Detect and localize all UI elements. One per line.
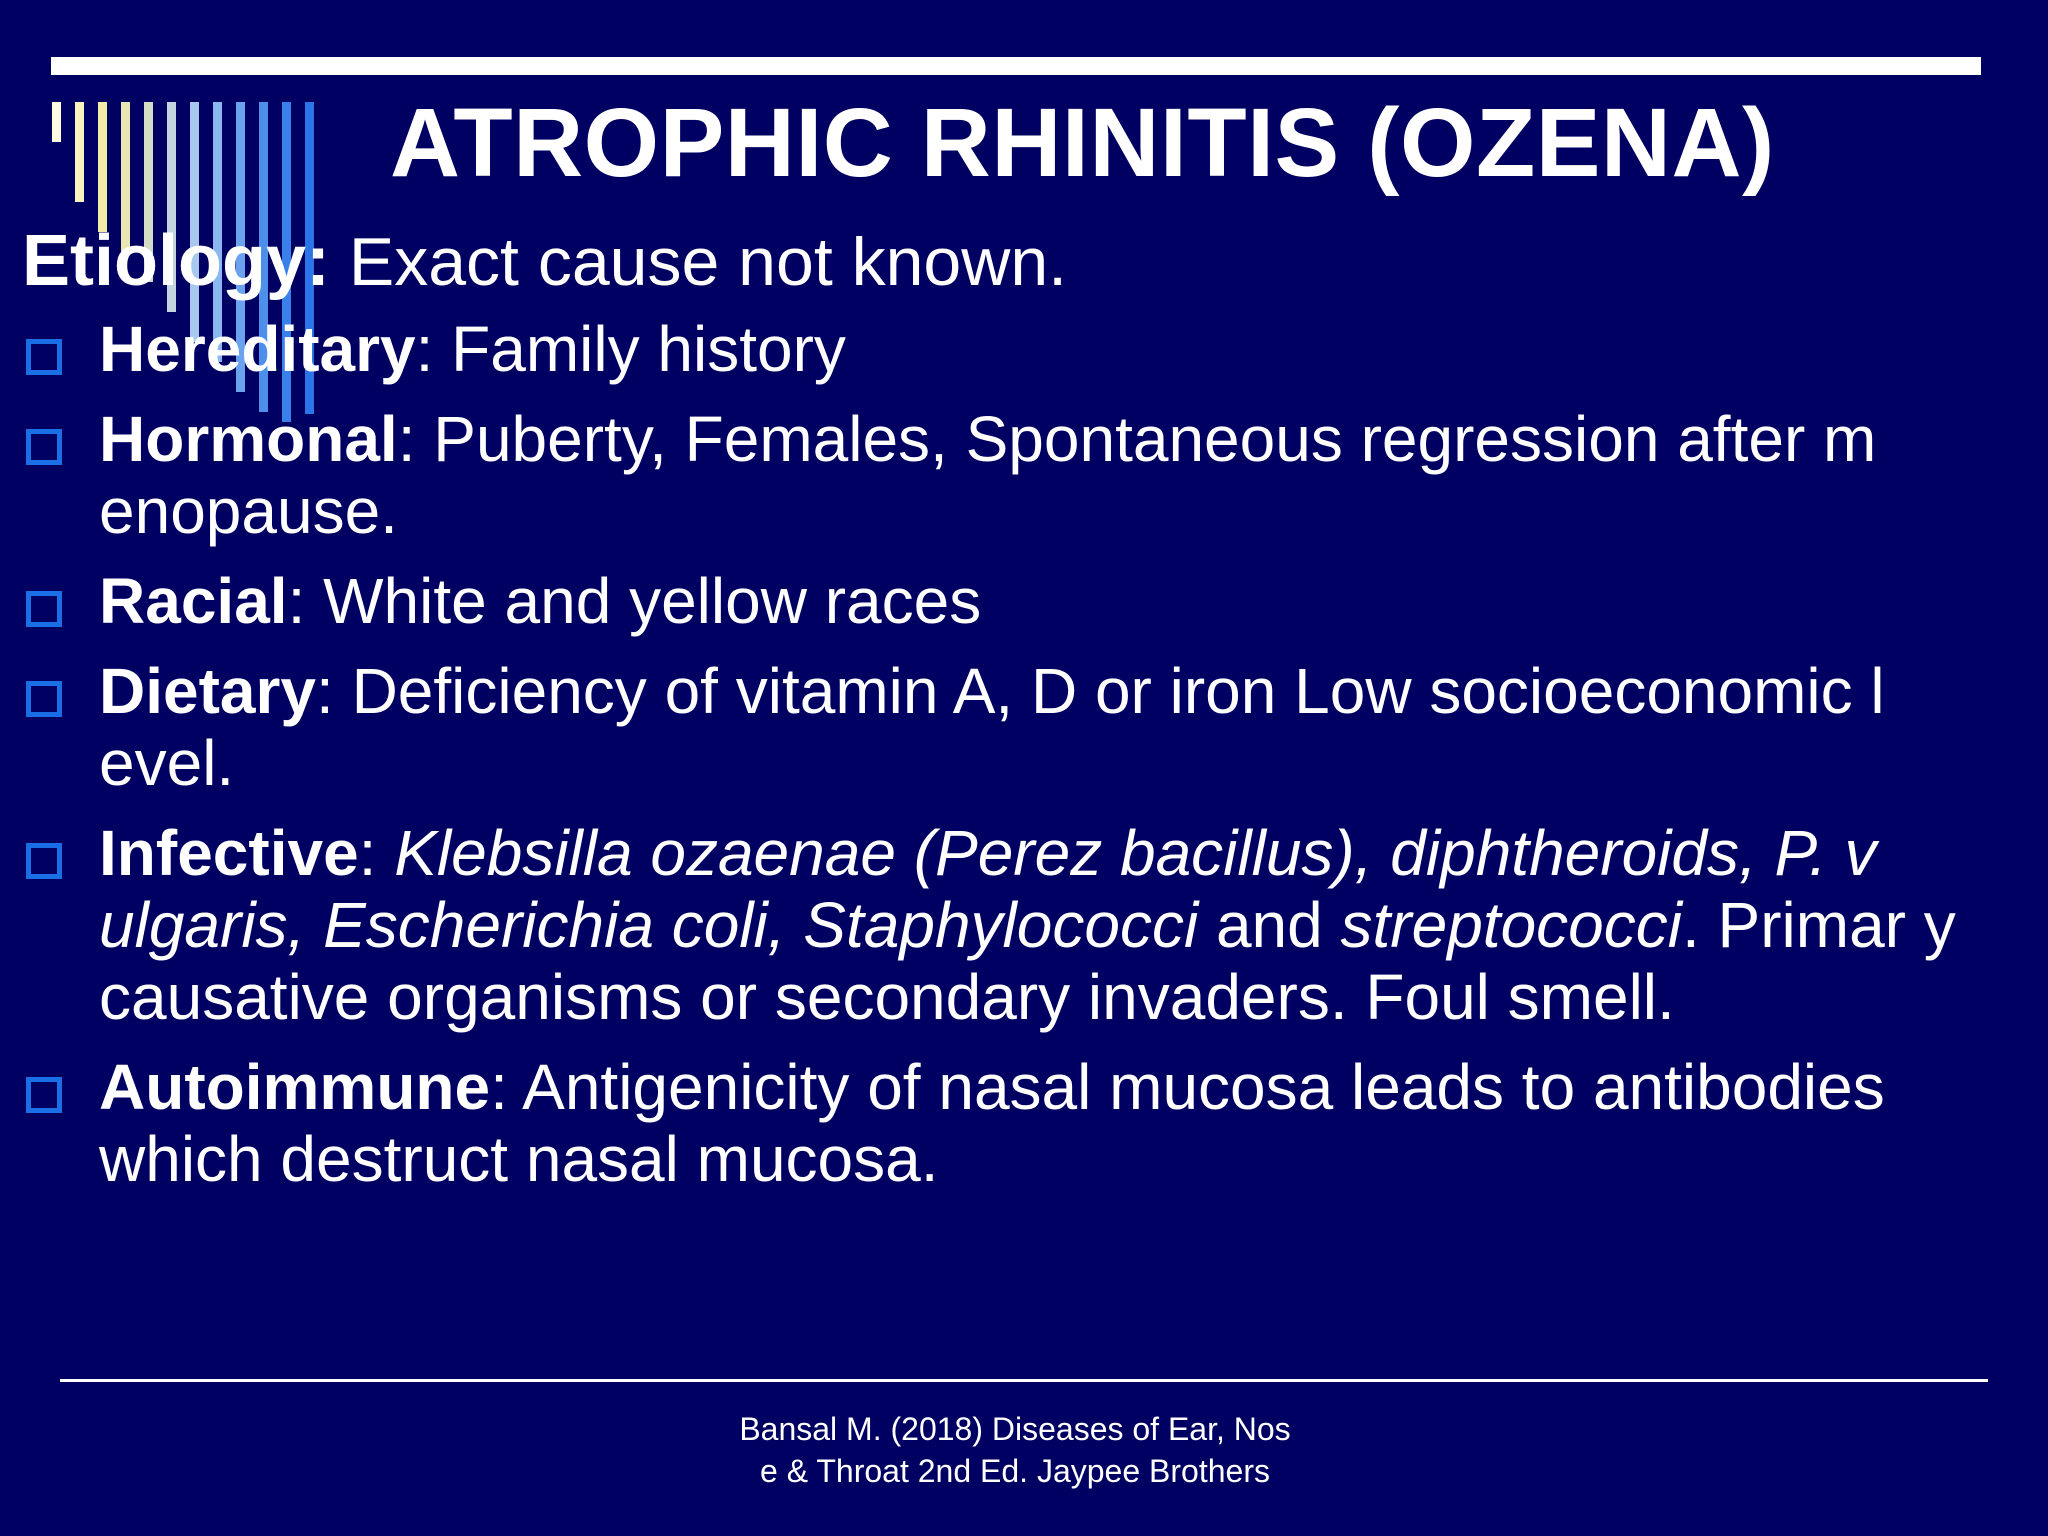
bullet-term: Hereditary bbox=[99, 313, 416, 385]
hollow-square-icon bbox=[26, 339, 62, 375]
footer-citation bbox=[700, 1408, 1330, 1492]
bullet-item bbox=[22, 817, 2032, 1033]
bullet-text: Klebsilla ozaenae (Perez bacillus), diphtheroids, P. v ulgaris, Escherichia coli, Staphylococci bbox=[99, 817, 1877, 961]
stripe-bar bbox=[98, 102, 107, 232]
bullet-item bbox=[22, 1051, 2032, 1195]
footer-citation-line-1: Bansal M. (2018) Diseases of Ear, Nos bbox=[739, 1411, 1291, 1447]
footer-rule bbox=[60, 1379, 1988, 1382]
hollow-square-icon bbox=[26, 681, 62, 717]
stripe-bar bbox=[52, 102, 61, 142]
bullet-item bbox=[22, 403, 2032, 547]
hollow-square-icon bbox=[26, 429, 62, 465]
bullet-term: Dietary bbox=[99, 655, 316, 727]
slide-title: ATROPHIC RHINITIS (OZENA) bbox=[390, 88, 1775, 197]
hollow-square-icon bbox=[26, 843, 62, 879]
bullet-item bbox=[22, 655, 2032, 799]
bullet-text: : Antigenicity of nasal mucosa leads to antibodies which destruct nasal mucosa. bbox=[99, 1051, 1885, 1195]
etiology-text: Exact cause not known. bbox=[329, 224, 1068, 300]
bullet-text: : bbox=[358, 817, 395, 889]
top-rule bbox=[51, 57, 1981, 75]
bullet-text: streptococci bbox=[1340, 889, 1682, 961]
bullet-term: Infective bbox=[99, 817, 359, 889]
bullet-text: : Family history bbox=[415, 313, 846, 385]
bullet-text: . Primar y causative organisms or secondary invaders. Foul smell. bbox=[99, 889, 1956, 1033]
etiology-label: Etiology bbox=[22, 221, 306, 301]
hollow-square-icon bbox=[26, 1077, 62, 1113]
stripe-bar bbox=[75, 102, 84, 202]
bullet-term: Autoimmune bbox=[99, 1051, 491, 1123]
bullet-text: : White and yellow races bbox=[287, 565, 982, 637]
bullet-text: : Puberty, Females, Spontaneous regression after m enopause. bbox=[99, 403, 1877, 547]
bullet-term: Racial bbox=[99, 565, 288, 637]
bullet-item bbox=[22, 313, 2032, 385]
bullet-text: : Deficiency of vitamin A, D or iron Low socioeconomic l evel. bbox=[99, 655, 1885, 799]
bullet-text: and bbox=[1198, 889, 1341, 961]
etiology-separator: : bbox=[306, 221, 330, 301]
etiology-bullet-list bbox=[22, 313, 2032, 1213]
hollow-square-icon bbox=[26, 591, 62, 627]
footer-citation-line-2: e & Throat 2nd Ed. Jaypee Brothers bbox=[760, 1453, 1270, 1489]
bullet-item bbox=[22, 565, 2032, 637]
bullet-term: Hormonal bbox=[99, 403, 398, 475]
etiology-line bbox=[22, 222, 1067, 301]
